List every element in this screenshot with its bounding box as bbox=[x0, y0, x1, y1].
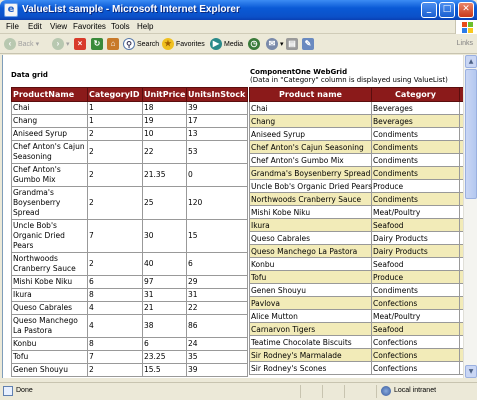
category-cell[interactable]: Meat/Poultry bbox=[372, 206, 460, 219]
category-cell[interactable]: Condiments bbox=[372, 128, 460, 141]
grid-row[interactable] bbox=[250, 141, 472, 154]
table-cell: 97 bbox=[143, 276, 187, 289]
forward-arrow-icon: › bbox=[52, 38, 64, 50]
table-cell: 30 bbox=[143, 220, 187, 253]
chevron-down-icon: ▾ bbox=[280, 41, 284, 48]
product-name-cell[interactable]: Chang bbox=[250, 115, 372, 128]
table-row bbox=[12, 364, 248, 377]
status-bar bbox=[0, 382, 477, 400]
product-name-cell[interactable]: Sir Rodney's Scones bbox=[250, 362, 372, 375]
column-header: UnitsInStock bbox=[187, 88, 248, 102]
category-cell[interactable]: Seafood bbox=[372, 323, 460, 336]
search-button[interactable]: ⚲ Search bbox=[123, 37, 159, 51]
table-row bbox=[12, 302, 248, 315]
menu-bar bbox=[0, 20, 477, 34]
table-cell: 15 bbox=[187, 220, 248, 253]
table-cell: Grandma's Boysenberry Spread bbox=[12, 187, 88, 220]
table-cell: 0 bbox=[187, 164, 248, 187]
table-cell: 29 bbox=[187, 276, 248, 289]
grid-row[interactable] bbox=[250, 206, 472, 219]
category-cell[interactable]: Condiments bbox=[372, 154, 460, 167]
category-cell[interactable]: Condiments bbox=[372, 284, 460, 297]
table-cell: 2 bbox=[88, 364, 143, 377]
grid-row[interactable] bbox=[250, 258, 472, 271]
windows-logo-icon bbox=[455, 20, 477, 34]
grid-row[interactable] bbox=[250, 154, 472, 167]
product-name-cell[interactable]: Aniseed Syrup bbox=[250, 128, 372, 141]
table-cell: 22 bbox=[187, 302, 248, 315]
table-row bbox=[12, 315, 248, 338]
scroll-up-arrow-icon[interactable]: ▲ bbox=[465, 55, 477, 68]
grid-row[interactable] bbox=[250, 310, 472, 323]
product-name-cell[interactable]: Alice Mutton bbox=[250, 310, 372, 323]
table-cell: 31 bbox=[187, 289, 248, 302]
menu-tools[interactable]: Tools bbox=[111, 22, 130, 31]
ie-icon: e bbox=[4, 3, 18, 17]
table-cell: 8 bbox=[88, 338, 143, 351]
table-cell: 4 bbox=[88, 315, 143, 338]
grid-row[interactable] bbox=[250, 180, 472, 193]
column-header: CategoryID bbox=[88, 88, 143, 102]
table-row bbox=[12, 253, 248, 276]
product-name-cell[interactable]: Chai bbox=[250, 102, 372, 115]
table-row bbox=[12, 102, 248, 115]
table-cell: Chef Anton's Cajun Seasoning bbox=[12, 141, 88, 164]
table-cell: 2 bbox=[88, 164, 143, 187]
table-cell: Chang bbox=[12, 115, 88, 128]
product-name-cell[interactable]: Northwoods Cranberry Sauce bbox=[250, 193, 372, 206]
table-cell: Queso Cabrales bbox=[12, 302, 88, 315]
table-cell: 7 bbox=[88, 351, 143, 364]
table-row bbox=[12, 141, 248, 164]
back-arrow-icon: ‹ bbox=[4, 38, 16, 50]
table-row bbox=[12, 220, 248, 253]
table-cell: 2 bbox=[88, 128, 143, 141]
column-header[interactable]: Category bbox=[372, 88, 460, 102]
grid-row[interactable] bbox=[250, 349, 472, 362]
product-name-cell[interactable]: Chef Anton's Gumbo Mix bbox=[250, 154, 372, 167]
table-cell: Konbu bbox=[12, 338, 88, 351]
grid-row[interactable] bbox=[250, 193, 472, 206]
grid-row[interactable] bbox=[250, 167, 472, 180]
table-row bbox=[12, 351, 248, 364]
table-cell: Uncle Bob's Organic Dried Pears bbox=[12, 220, 88, 253]
security-zone bbox=[376, 385, 471, 398]
table-cell: 1 bbox=[88, 102, 143, 115]
menu-help[interactable]: Help bbox=[137, 22, 154, 31]
search-icon: ⚲ bbox=[123, 38, 135, 50]
home-button[interactable] bbox=[107, 37, 121, 51]
status-separator bbox=[322, 385, 323, 398]
table-cell: 120 bbox=[187, 187, 248, 220]
data-grid-heading: Data grid bbox=[11, 71, 48, 79]
category-cell[interactable]: Seafood bbox=[372, 258, 460, 271]
category-cell[interactable]: Produce bbox=[372, 271, 460, 284]
product-name-cell[interactable]: Uncle Bob's Organic Dried Pears bbox=[251, 181, 373, 191]
mail-button[interactable] bbox=[266, 37, 284, 51]
zone-label: Local intranet bbox=[394, 387, 437, 394]
table-cell: 6 bbox=[88, 276, 143, 289]
category-cell[interactable]: Dairy Products bbox=[372, 245, 460, 258]
media-icon: ▶ bbox=[210, 38, 222, 50]
grid-row[interactable] bbox=[250, 284, 472, 297]
category-cell[interactable]: Beverages bbox=[372, 102, 460, 115]
table-cell: 6 bbox=[187, 253, 248, 276]
table-cell: 24 bbox=[187, 338, 248, 351]
table-cell: 21 bbox=[143, 302, 187, 315]
table-row bbox=[12, 276, 248, 289]
table-cell: 19 bbox=[143, 115, 187, 128]
minimize-button[interactable]: _ bbox=[421, 2, 437, 18]
edit-icon: ✎ bbox=[302, 38, 314, 50]
print-button[interactable] bbox=[286, 37, 300, 51]
grid-row[interactable] bbox=[250, 128, 472, 141]
table-cell: 31 bbox=[143, 289, 187, 302]
maximize-button[interactable]: □ bbox=[439, 2, 455, 18]
category-cell[interactable]: Meat/Poultry bbox=[372, 310, 460, 323]
data-grid-table bbox=[11, 87, 248, 377]
product-name-cell[interactable]: Tofu bbox=[250, 271, 372, 284]
forward-button[interactable] bbox=[52, 37, 70, 51]
category-cell[interactable]: Confections bbox=[372, 336, 460, 349]
table-cell: Chai bbox=[12, 102, 88, 115]
table-cell: 8 bbox=[88, 289, 143, 302]
close-button[interactable]: ✕ bbox=[458, 2, 474, 18]
back-button[interactable]: ‹ Back ▾ bbox=[4, 37, 39, 51]
webgrid-subheading: (Data in "Category" column is displayed using ValueList) bbox=[250, 76, 448, 84]
category-cell[interactable]: Condiments bbox=[372, 193, 460, 206]
page-content bbox=[2, 55, 463, 378]
table-cell: 22 bbox=[143, 141, 187, 164]
column-header: UnitPrice bbox=[143, 88, 187, 102]
table-row bbox=[12, 115, 248, 128]
status-text: Done bbox=[16, 387, 33, 394]
grid-row[interactable] bbox=[250, 336, 472, 349]
title-bar bbox=[0, 0, 477, 20]
table-cell: 1 bbox=[88, 115, 143, 128]
table-cell: 15.5 bbox=[143, 364, 187, 377]
category-cell[interactable]: Condiments bbox=[372, 167, 460, 180]
category-cell[interactable]: Condiments bbox=[372, 141, 460, 154]
column-header[interactable]: Product name bbox=[250, 88, 372, 102]
table-row bbox=[12, 338, 248, 351]
product-name-cell[interactable]: Pavlova bbox=[250, 297, 372, 310]
table-cell: 10 bbox=[143, 128, 187, 141]
table-cell: 53 bbox=[187, 141, 248, 164]
product-name-cell[interactable]: Carnarvon Tigers bbox=[250, 323, 372, 336]
media-button[interactable]: ▶ Media bbox=[210, 37, 243, 51]
history-icon: ◷ bbox=[248, 38, 260, 50]
table-row bbox=[12, 164, 248, 187]
grid-row[interactable] bbox=[250, 115, 472, 128]
grid-row[interactable] bbox=[250, 232, 472, 245]
grid-row[interactable] bbox=[250, 102, 472, 115]
table-cell: Northwoods Cranberry Sauce bbox=[12, 253, 88, 276]
product-name-cell[interactable]: Teatime Chocolate Biscuits bbox=[250, 336, 372, 349]
home-icon: ⌂ bbox=[107, 38, 119, 50]
stop-icon: × bbox=[74, 38, 86, 50]
table-cell: 2 bbox=[88, 141, 143, 164]
scrollbar-thumb[interactable] bbox=[465, 69, 477, 199]
table-row bbox=[12, 289, 248, 302]
table-cell: 13 bbox=[187, 128, 248, 141]
table-cell: 7 bbox=[88, 220, 143, 253]
table-cell: 6 bbox=[143, 338, 187, 351]
table-row bbox=[12, 128, 248, 141]
menu-file[interactable]: File bbox=[6, 22, 19, 31]
menu-favorites[interactable]: Favorites bbox=[73, 22, 106, 31]
stop-button[interactable] bbox=[74, 37, 88, 51]
product-name-cell[interactable]: Mishi Kobe Niku bbox=[250, 206, 372, 219]
webgrid-table bbox=[249, 87, 472, 375]
menu-edit[interactable]: Edit bbox=[28, 22, 42, 31]
product-name-cell[interactable]: Grandma's Boysenberry Spread bbox=[251, 168, 371, 178]
webgrid-heading: ComponentOne WebGrid bbox=[250, 68, 348, 76]
product-name-cell[interactable]: Genen Shouyu bbox=[250, 284, 372, 297]
category-cell[interactable]: Seafood bbox=[372, 219, 460, 232]
table-cell: 4 bbox=[88, 302, 143, 315]
grid-row[interactable] bbox=[250, 323, 472, 336]
table-row bbox=[12, 187, 248, 220]
grid-row[interactable] bbox=[250, 245, 472, 258]
table-cell: Queso Manchego La Pastora bbox=[12, 315, 88, 338]
table-cell: Genen Shouyu bbox=[12, 364, 88, 377]
table-cell: 39 bbox=[187, 102, 248, 115]
grid-row[interactable] bbox=[250, 297, 472, 310]
mail-icon: ✉ bbox=[266, 38, 278, 50]
product-name-cell[interactable]: Sir Rodney's Marmalade bbox=[250, 349, 372, 362]
table-cell: 2 bbox=[88, 187, 143, 220]
page-icon bbox=[3, 386, 13, 396]
table-cell: 25 bbox=[143, 187, 187, 220]
table-cell: 35 bbox=[187, 351, 248, 364]
product-name-cell[interactable]: Ikura bbox=[250, 219, 372, 232]
table-cell: 86 bbox=[187, 315, 248, 338]
refresh-icon: ↻ bbox=[91, 38, 103, 50]
refresh-button[interactable] bbox=[91, 37, 105, 51]
table-cell: 17 bbox=[187, 115, 248, 128]
table-cell: Chef Anton's Gumbo Mix bbox=[12, 164, 88, 187]
chevron-down-icon: ▾ bbox=[35, 41, 40, 48]
table-cell: Tofu bbox=[12, 351, 88, 364]
table-cell: 18 bbox=[143, 102, 187, 115]
grid-row[interactable] bbox=[250, 271, 472, 284]
table-cell: Mishi Kobe Niku bbox=[12, 276, 88, 289]
star-icon: ★ bbox=[162, 38, 174, 50]
category-cell[interactable]: Confections bbox=[372, 297, 460, 310]
links-label[interactable]: Links bbox=[456, 40, 473, 47]
category-cell[interactable]: Dairy Products bbox=[372, 232, 460, 245]
favorites-button[interactable]: ★ Favorites bbox=[162, 37, 205, 51]
category-cell[interactable]: Beverages bbox=[372, 115, 460, 128]
toolbar bbox=[0, 34, 477, 54]
table-cell: 40 bbox=[143, 253, 187, 276]
status-separator bbox=[344, 385, 345, 398]
table-cell: Aniseed Syrup bbox=[12, 128, 88, 141]
product-name-cell[interactable]: Queso Manchego La Pastora bbox=[250, 245, 372, 258]
vertical-scrollbar[interactable] bbox=[463, 55, 477, 378]
table-cell: 2 bbox=[88, 253, 143, 276]
product-name-cell[interactable]: Konbu bbox=[250, 258, 372, 271]
column-header: ProductName bbox=[12, 88, 88, 102]
status-separator bbox=[300, 385, 301, 398]
category-cell[interactable]: Confections bbox=[372, 362, 460, 375]
table-cell: 39 bbox=[187, 364, 248, 377]
grid-row[interactable] bbox=[250, 219, 472, 232]
category-cell[interactable]: Confections bbox=[372, 349, 460, 362]
chevron-down-icon: ▾ bbox=[66, 41, 70, 48]
table-cell: 21.35 bbox=[143, 164, 187, 187]
table-cell: Ikura bbox=[12, 289, 88, 302]
history-button[interactable] bbox=[248, 37, 262, 51]
grid-row[interactable] bbox=[250, 362, 472, 375]
table-cell: 23.25 bbox=[143, 351, 187, 364]
scroll-down-arrow-icon[interactable]: ▼ bbox=[465, 365, 477, 378]
edit-button[interactable] bbox=[302, 37, 316, 51]
print-icon: ▤ bbox=[286, 38, 298, 50]
intranet-globe-icon bbox=[381, 386, 391, 396]
menu-view[interactable]: View bbox=[50, 22, 68, 31]
category-cell[interactable]: Produce bbox=[372, 180, 460, 193]
table-cell: 38 bbox=[143, 315, 187, 338]
product-name-cell[interactable]: Chef Anton's Cajun Seasoning bbox=[250, 141, 372, 154]
window-title: ValueList sample - Microsoft Internet Explorer bbox=[22, 4, 240, 15]
product-name-cell[interactable]: Queso Cabrales bbox=[250, 232, 372, 245]
